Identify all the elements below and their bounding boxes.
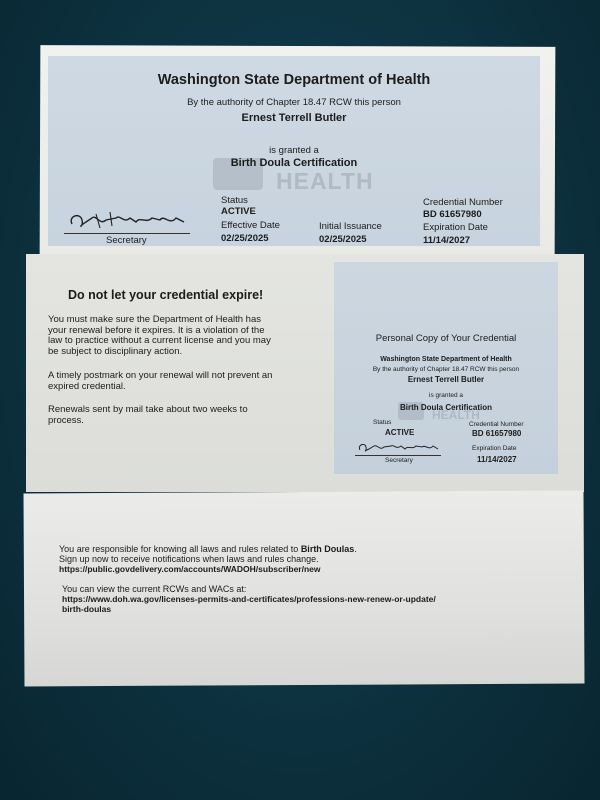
notice-paragraph-3 [48,405,248,426]
footer-line1-suffix: . [354,544,357,554]
notice-line: You must make sure the Department of Health has [48,314,261,325]
notice-line: be subject to disciplinary action. [48,345,183,357]
watermark-health: HEALTH [276,168,374,194]
footer-rcw-text: You can view the current RCWs and WACs at: [62,584,247,594]
doh-link[interactable]: https://www.doh.wa.gov/licenses-permits-and-certificates/professions-new-renew-or-update/ [62,594,436,604]
copy-certification: Birth Doula Certification [399,403,492,412]
notice-line: Renewals sent by mail take about two weeks to [48,404,248,415]
secretary-label: Secretary [106,235,147,246]
footer-line1-prefix: You are responsible for knowing all laws and rules related to [59,544,301,554]
copy-holder-name: Ernest Terrell Butler [407,375,485,384]
notice-line: expired credential. [48,380,126,392]
footer-signup: Sign up now to receive notifications when laws and rules change. [59,554,319,564]
copy-status-label: Status [373,419,392,426]
holder-name: Ernest Terrell Butler [241,112,347,124]
footer-profession: Birth Doulas [300,544,355,554]
initial-value: 02/25/2025 [319,234,367,245]
footer-responsibility [59,544,357,554]
status-label: Status [221,195,248,206]
initial-label: Initial Issuance [319,221,382,232]
notice-paragraph-1 [48,315,271,357]
authority-text: By the authority of Chapter 18.47 RCW this person [187,97,401,108]
notice-line: process. [48,414,84,426]
notice-line: law to practice without a current license and you may [48,335,271,346]
signature-line [64,233,190,234]
copy-authority: By the authority of Chapter 18.47 RCW this person [372,366,520,373]
credential-number-value: BD 61657980 [423,209,482,220]
certification-name: Birth Doula Certification [230,157,358,169]
notice-line: A timely postmark on your renewal will not prevent an [48,370,273,381]
expiration-label: Expiration Date [423,222,488,233]
copy-watermark-health: HEALTH [432,408,480,422]
notice-heading: Do not let your credential expire! [68,288,264,302]
copy-secretary-label: Secretary [385,457,413,464]
copy-secretary-signature [356,440,442,456]
copy-number-value: BD 61657980 [472,429,522,438]
status-value: ACTIVE [221,206,256,217]
doh-link-continued[interactable]: birth-doulas [62,604,112,614]
effective-label: Effective Date [221,220,280,231]
department-title: Washington State Department of Health [157,72,431,88]
notice-paragraph-2 [48,371,272,392]
copy-expiration-value: 11/14/2027 [477,455,517,464]
govdelivery-link[interactable]: https://public.govdelivery.com/accounts/WADOH/subscriber/new [59,564,321,574]
copy-number-label: Credential Number [469,421,524,428]
copy-department: Washington State Department of Health [380,356,512,363]
copy-status-value: ACTIVE [385,428,415,437]
notice-line: your renewal before it expires. It is a violation of the [48,324,265,336]
copy-signature-line [355,455,441,456]
secretary-signature [66,208,190,234]
credential-number-label: Credential Number [423,197,503,208]
copy-granted-text: is granted a [429,392,463,399]
copy-title: Personal Copy of Your Credential [375,333,517,344]
effective-value: 02/25/2025 [221,233,269,244]
expiration-value: 11/14/2027 [423,235,471,246]
granted-text: is granted a [269,145,319,156]
copy-expiration-label: Expiration Date [472,445,517,452]
